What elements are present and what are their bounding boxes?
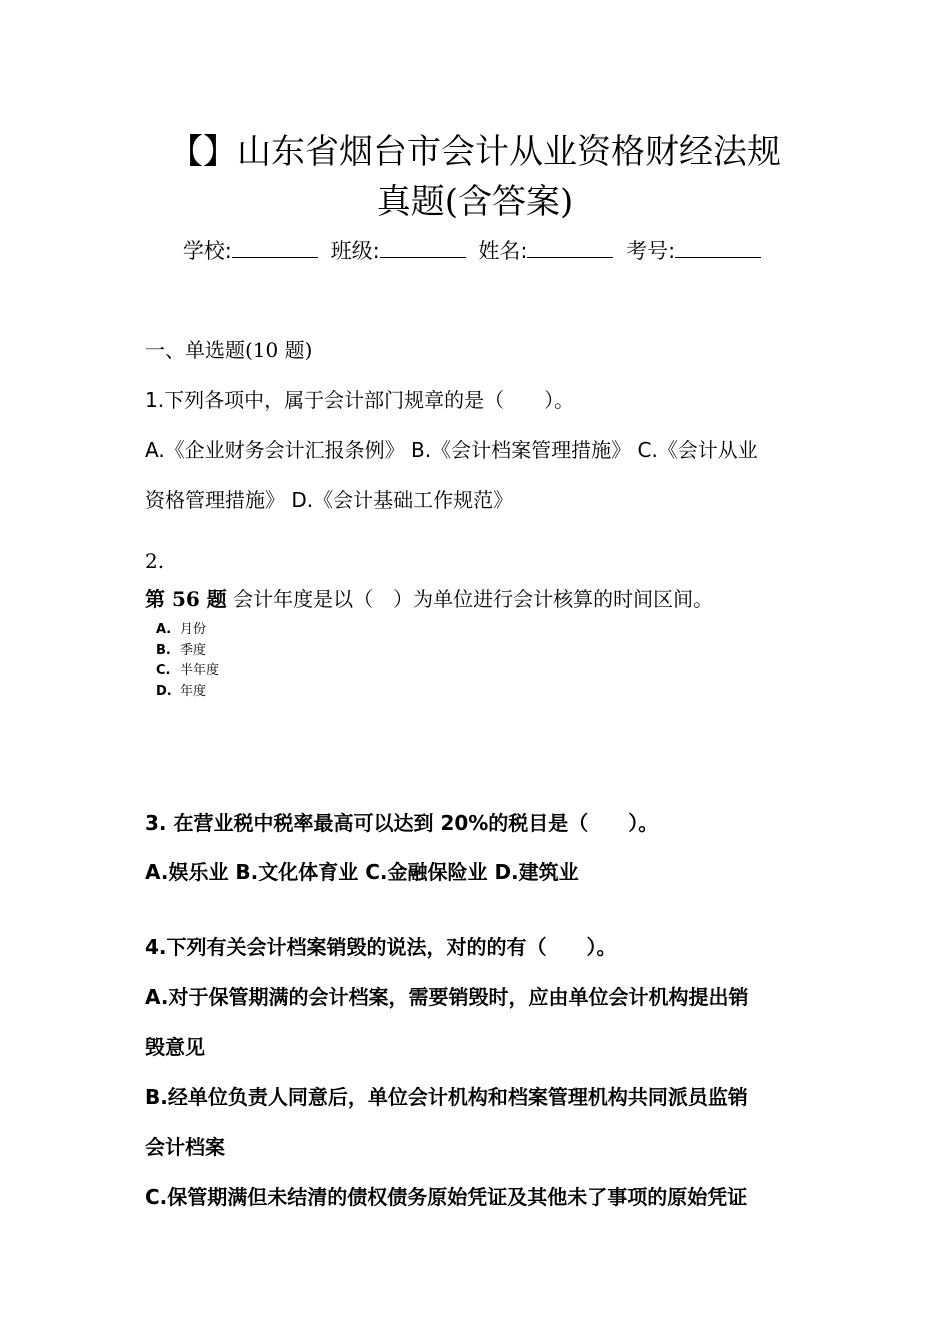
q4-option-a-line-2: 毁意见 xyxy=(145,1035,205,1059)
q2-option-c: C. 半年度 xyxy=(156,663,220,678)
school-label: 学校: xyxy=(182,239,232,263)
student-info-line xyxy=(100,236,850,266)
name-label: 姓名: xyxy=(478,239,528,263)
q3-options: A.娱乐业 B.文化体育业 C.金融保险业 D.建筑业 xyxy=(145,860,579,884)
q2-stem-line xyxy=(145,584,815,614)
q2-stem: 会计年度是以（ ）为单位进行会计核算的时间区间。 xyxy=(226,587,714,611)
exam-number-label: 考号: xyxy=(626,239,676,263)
q4-option-c-line-1: C.保管期满但未结清的债权债务原始凭证及其他未了事项的原始凭证 xyxy=(145,1185,748,1209)
q4-option-a-line-1: A.对于保管期满的会计档案，需要销毁时，应由单位会计机构提出销 xyxy=(145,985,749,1009)
section-heading: 一、单选题(10 题) xyxy=(145,338,313,362)
exam-number-blank xyxy=(675,239,761,258)
q2-number: 2. xyxy=(145,549,165,573)
q2-option-a: A. 月份 xyxy=(156,622,207,637)
document-title-line-1: 【】山东省烟台市会计从业资格财经法规 xyxy=(169,132,781,172)
q2-option-d: D. 年度 xyxy=(156,683,207,699)
q4-option-b-line-1: B.经单位负责人同意后，单位会计机构和档案管理机构共同派员监销 xyxy=(145,1085,748,1109)
document-title-line-2: 真题(含答案) xyxy=(376,182,574,222)
q2-option-b: B. 季度 xyxy=(156,642,207,658)
q3-stem: 3. 在营业税中税率最高可以达到 20%的税目是（ ）。 xyxy=(145,811,659,835)
class-blank xyxy=(380,239,466,258)
class-label: 班级: xyxy=(330,239,380,263)
name-blank xyxy=(527,239,613,258)
q1-options-line-1: A.《企业财务会计汇报条例》 B.《会计档案管理措施》 C.《会计从业 xyxy=(145,438,758,462)
school-blank xyxy=(232,239,318,258)
q2-stem-prefix: 第 56 题 xyxy=(145,587,227,611)
q1-stem: 1.下列各项中，属于会计部门规章的是（ ）。 xyxy=(145,388,575,412)
q2-options-list xyxy=(156,620,219,702)
q4-stem: 4.下列有关会计档案销毁的说法，对的的有（ ）。 xyxy=(145,935,617,959)
q4-option-b-line-2: 会计档案 xyxy=(145,1135,225,1159)
q1-options-line-2: 资格管理措施》 D.《会计基础工作规范》 xyxy=(145,488,514,512)
